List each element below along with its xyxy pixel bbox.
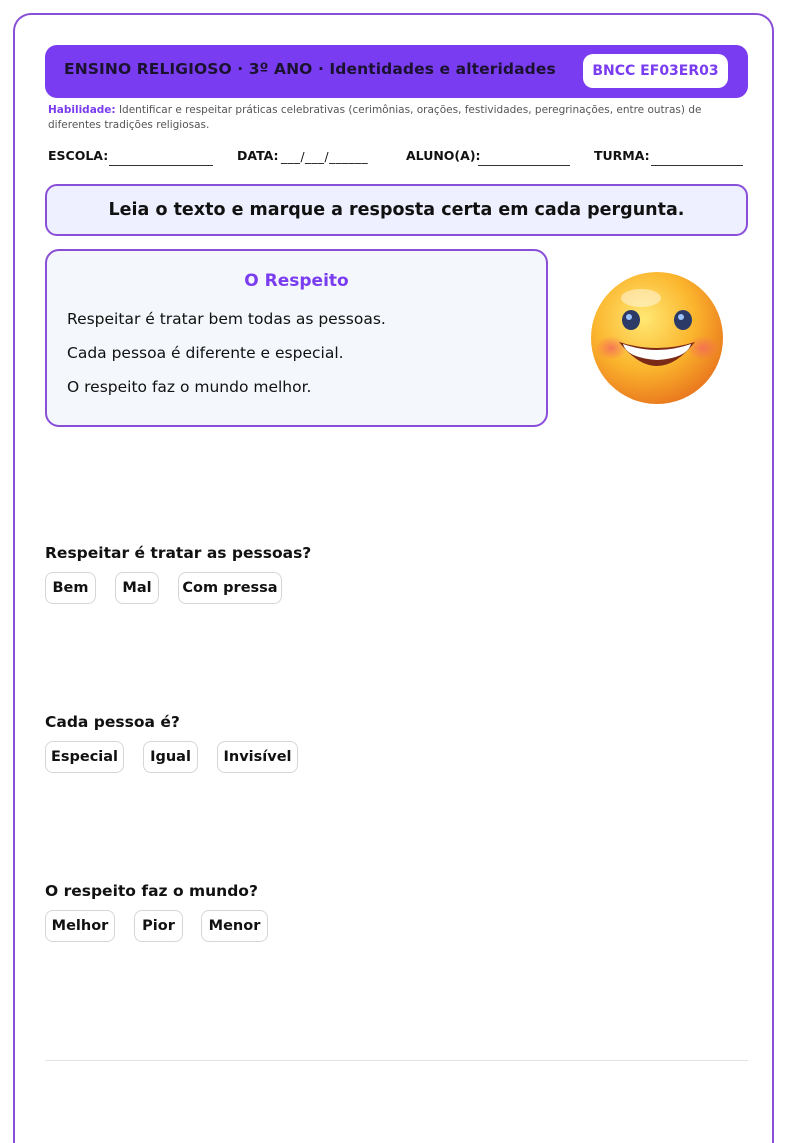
header-title: ENSINO RELIGIOSO · 3º ANO · Identidades e alteridades [64,60,556,78]
habilidade-description: Identificar e respeitar práticas celebrativas (cerimônias, orações, festividades, peregrinações, entre outras) de diferentes tradições religiosas. [48,104,702,131]
turma-input-line[interactable] [651,165,743,166]
question-1: Respeitar é tratar as pessoas? [45,544,312,562]
habilidade-text [48,103,748,133]
reading-line: Cada pessoa é diferente e especial. [67,344,344,362]
reading-text-box [45,249,548,427]
instruction-box: Leia o texto e marque a resposta certa em cada pergunta. [45,184,748,236]
option-mal[interactable]: Mal [115,572,159,604]
option-especial[interactable]: Especial [45,741,124,773]
reading-line: O respeito faz o mundo melhor. [67,378,312,396]
footer-divider [45,1060,748,1061]
smiling-face-icon [589,270,725,406]
option-pior[interactable]: Pior [134,910,183,942]
turma-label: TURMA: [594,148,650,163]
option-igual[interactable]: Igual [143,741,198,773]
date-input-line[interactable]: ___/___/______ [281,150,369,164]
question-2: Cada pessoa é? [45,713,180,731]
student-info-fields [0,148,791,168]
escola-input-line[interactable] [109,165,213,166]
reading-title: O Respeito [244,271,349,291]
data-label: DATA: [237,148,279,163]
option-com-pressa[interactable]: Com pressa [178,572,282,604]
reading-line: Respeitar é tratar bem todas as pessoas. [67,310,386,328]
option-menor[interactable]: Menor [201,910,268,942]
option-invisivel[interactable]: Invisível [217,741,298,773]
escola-label: ESCOLA: [48,148,109,163]
option-melhor[interactable]: Melhor [45,910,115,942]
option-bem[interactable]: Bem [45,572,96,604]
question-3: O respeito faz o mundo? [45,882,258,900]
header-banner [45,45,748,98]
aluno-label: ALUNO(A): [406,148,481,163]
bncc-badge: BNCC EF03ER03 [583,54,728,88]
aluno-input-line[interactable] [478,165,570,166]
habilidade-label: Habilidade: [48,104,116,116]
